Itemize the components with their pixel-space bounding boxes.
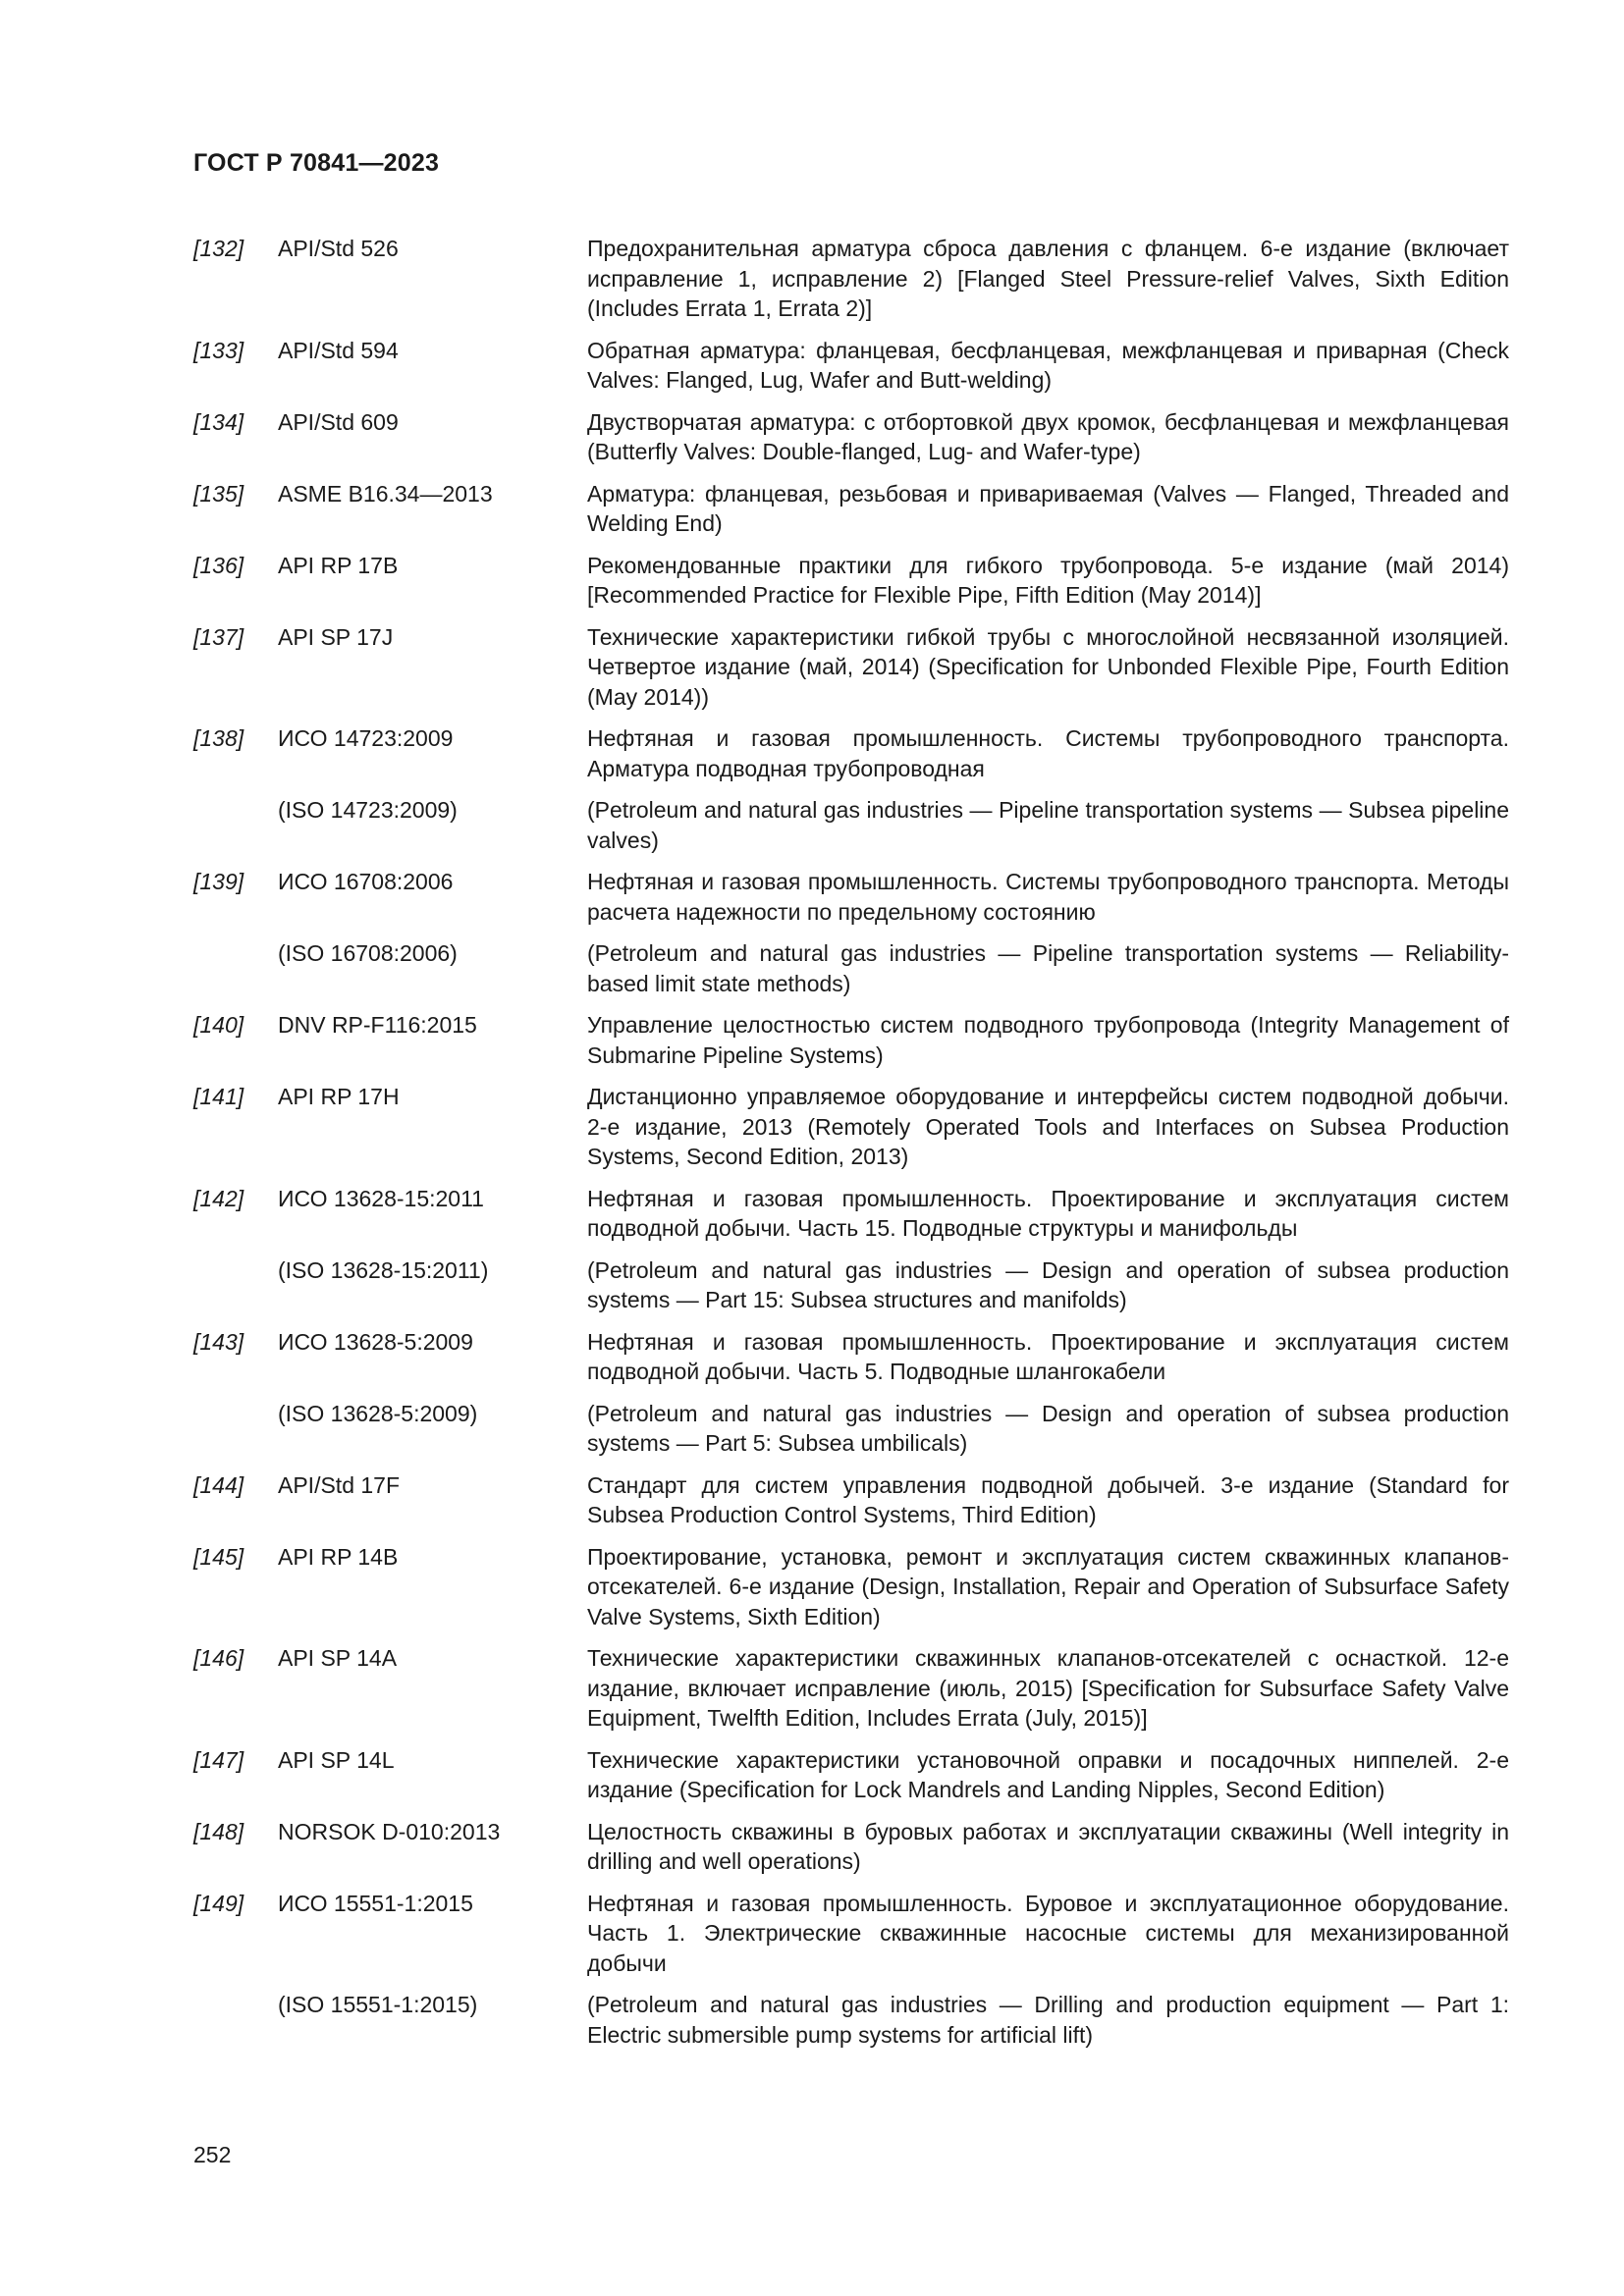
reference-code: (ISO 13628-15:2011) (278, 1256, 489, 1283)
reference-code: API RP 14B (278, 1543, 399, 1570)
reference-row (193, 938, 1509, 998)
reference-row (193, 234, 1509, 324)
reference-row (193, 1255, 1509, 1315)
reference-row (193, 1327, 1509, 1387)
reference-number: [146] (193, 1645, 244, 1671)
reference-number: [148] (193, 1818, 244, 1844)
reference-row (193, 1643, 1509, 1734)
reference-code: ИСО 14723:2009 (278, 725, 454, 751)
reference-row (193, 1184, 1509, 1244)
reference-row (193, 622, 1509, 713)
reference-number: [139] (193, 869, 244, 894)
reference-code: API SP 14A (278, 1645, 398, 1671)
reference-title: Дистанционно управляемое оборудование и интерфейсы систем подводной добычи. 2-е издание, 2013 (Remotely Operated Tools and Interfaces on Subsea Production Systems, Second Edition, 2013) (587, 1084, 1509, 1169)
reference-row (193, 1470, 1509, 1530)
reference-row (193, 1010, 1509, 1070)
reference-number: [135] (193, 480, 244, 507)
reference-code: (ISO 13628-5:2009) (278, 1400, 478, 1426)
reference-row (193, 336, 1509, 396)
reference-number: [133] (193, 337, 244, 363)
reference-number: [141] (193, 1084, 244, 1109)
reference-row (193, 1817, 1509, 1877)
reference-code: NORSOK D-010:2013 (278, 1818, 501, 1844)
reference-number: [145] (193, 1543, 244, 1570)
reference-code: ИСО 16708:2006 (278, 869, 454, 894)
reference-code: API SP 14L (278, 1746, 395, 1773)
reference-row (193, 795, 1509, 855)
reference-row (193, 1990, 1509, 2050)
reference-code: ASME B16.34—2013 (278, 480, 493, 507)
reference-title: (Petroleum and natural gas industries — Pipeline transportation systems — Reliability-based limit state methods) (587, 940, 1509, 996)
reference-code: ИСО 15551-1:2015 (278, 1890, 473, 1916)
reference-row (193, 1745, 1509, 1805)
reference-title: Нефтяная и газовая промышленность. Системы трубопроводного транспорта. Методы расчета надежности по предельному состоянию (587, 869, 1509, 925)
reference-title: (Petroleum and natural gas industries — Drilling and production equipment — Part 1: Electric submersible pump systems for artificial lift) (587, 1992, 1509, 2048)
reference-title: Нефтяная и газовая промышленность. Проектирование и эксплуатация систем подводной добычи. Часть 15. Подводные структуры и манифольды (587, 1185, 1509, 1241)
reference-code: API SP 17J (278, 623, 394, 650)
reference-number: [149] (193, 1890, 244, 1916)
reference-code: DNV RP-F116:2015 (278, 1012, 477, 1038)
reference-code: API RP 17H (278, 1084, 400, 1109)
reference-row (193, 407, 1509, 467)
reference-number: [144] (193, 1471, 244, 1498)
reference-title: Арматура: фланцевая, резьбовая и привариваемая (Valves — Flanged, Threaded and Welding End) (587, 480, 1509, 536)
reference-row (193, 1399, 1509, 1459)
reference-row (193, 723, 1509, 783)
reference-title: Технические характеристики скважинных клапанов-отсекателей с оснасткой. 12-е издание, включает исправление (июль, 2015) [Specification for Subsurface Safety Valve Equipment, Twelfth Edition, Includes Errata (July, 2015)] (587, 1645, 1509, 1731)
reference-number: [140] (193, 1012, 244, 1038)
reference-code: (ISO 15551-1:2015) (278, 1992, 478, 2017)
reference-number: [136] (193, 552, 244, 578)
reference-row (193, 551, 1509, 611)
reference-number: [142] (193, 1185, 244, 1211)
reference-row (193, 479, 1509, 539)
reference-row (193, 1542, 1509, 1632)
reference-title: Рекомендованные практики для гибкого трубопровода. 5-е издание (май 2014) [Recommended Practice for Flexible Pipe, Fifth Edition (May 2014)] (587, 552, 1509, 608)
reference-title: Предохранительная арматура сброса давления с фланцем. 6-е издание (включает исправление 1, исправление 2) [Flanged Steel Pressure-relief Valves, Sixth Edition (Includes Errata 1, Errata 2)] (587, 236, 1509, 321)
reference-number: [137] (193, 623, 244, 650)
reference-title: Нефтяная и газовая промышленность. Системы трубопроводного транспорта. Арматура подводная трубопроводная (587, 725, 1509, 781)
reference-title: (Petroleum and natural gas industries — Pipeline transportation systems — Subsea pipeline valves) (587, 797, 1509, 853)
reference-number: [134] (193, 408, 244, 435)
reference-number: [132] (193, 236, 244, 261)
document-header: ГОСТ Р 70841—2023 (193, 149, 440, 177)
reference-code: ИСО 13628-5:2009 (278, 1328, 473, 1355)
reference-title: Технические характеристики установочной оправки и посадочных ниппелей. 2-е издание (Specification for Lock Mandrels and Landing Nipples, Second Edition) (587, 1746, 1509, 1802)
reference-code: API RP 17B (278, 552, 399, 578)
reference-code: (ISO 14723:2009) (278, 797, 458, 823)
reference-title: Нефтяная и газовая промышленность. Проектирование и эксплуатация систем подводной добычи. Часть 5. Подводные шлангокабели (587, 1328, 1509, 1384)
reference-number: [147] (193, 1746, 244, 1773)
reference-title: Стандарт для систем управления подводной добычей. 3-е издание (Standard for Subsea Production Control Systems, Third Edition) (587, 1471, 1509, 1527)
reference-title: Технические характеристики гибкой трубы с многослойной несвязанной изоляцией. Четвертое издание (май, 2014) (Specification for Unbonded Flexible Pipe, Fourth Edition (May 2014)) (587, 623, 1509, 710)
reference-number: [138] (193, 725, 244, 751)
reference-title: Управление целостностью систем подводного трубопровода (Integrity Management of Submarine Pipeline Systems) (587, 1012, 1509, 1068)
reference-title: (Petroleum and natural gas industries — Design and operation of subsea production systems — Part 5: Subsea umbilicals) (587, 1400, 1509, 1456)
bibliography-list (193, 234, 1509, 2061)
reference-title: Обратная арматура: фланцевая, бесфланцевая, межфланцевая и приварная (Check Valves: Flanged, Lug, Wafer and Butt-welding) (587, 337, 1509, 393)
reference-row (193, 1889, 1509, 1979)
reference-title: Двустворчатая арматура: с отбортовкой двух кромок, бесфланцевая и межфланцевая (Butterfly Valves: Double-flanged, Lug- and Wafer-type) (587, 408, 1509, 464)
reference-code: API/Std 526 (278, 236, 399, 261)
reference-code: API/Std 609 (278, 408, 399, 435)
reference-code: API/Std 17F (278, 1471, 401, 1498)
reference-code: (ISO 16708:2006) (278, 940, 458, 966)
reference-number: [143] (193, 1328, 244, 1355)
reference-title: Нефтяная и газовая промышленность. Буровое и эксплуатационное оборудование. Часть 1. Электрические скважинные насосные системы для механизированной добычи (587, 1890, 1509, 1976)
reference-row (193, 1082, 1509, 1172)
reference-row (193, 867, 1509, 927)
reference-title: Целостность скважины в буровых работах и эксплуатации скважины (Well integrity in drilling and well operations) (587, 1818, 1509, 1874)
reference-code: API/Std 594 (278, 337, 399, 363)
reference-code: ИСО 13628-15:2011 (278, 1185, 484, 1211)
page-number: 252 (193, 2142, 232, 2167)
reference-title: Проектирование, установка, ремонт и эксплуатация систем скважинных клапанов-отсекателей. 6-е издание (Design, Installation, Repair and Operation of Subsurface Safety Valve Systems, Sixth Edition) (587, 1543, 1509, 1629)
reference-title: (Petroleum and natural gas industries — Design and operation of subsea production systems — Part 15: Subsea structures and manifolds) (587, 1256, 1509, 1312)
